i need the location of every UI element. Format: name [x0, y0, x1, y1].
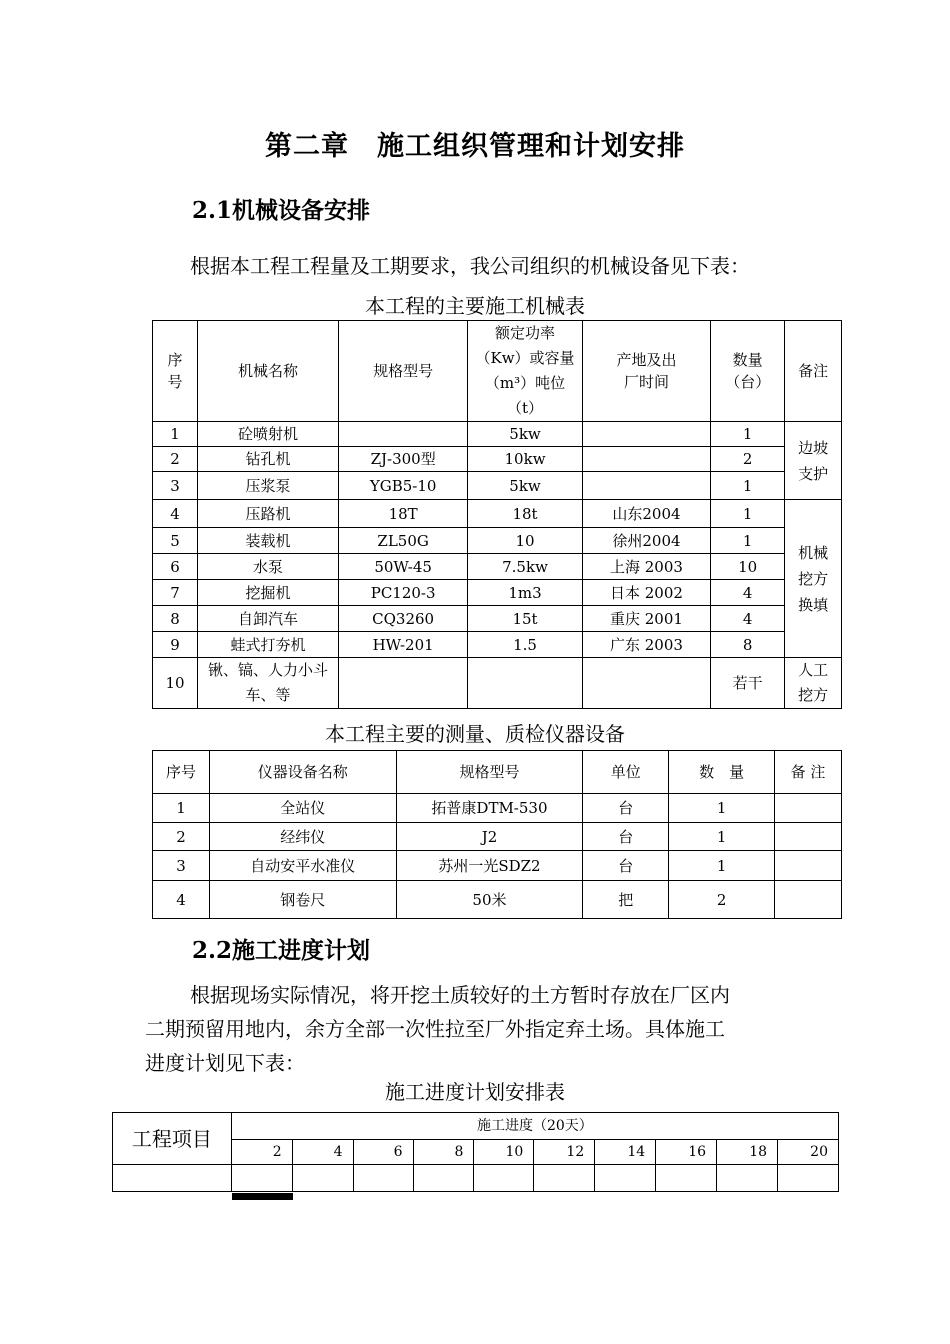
- table-cell: 徐州2004: [582, 528, 710, 554]
- table-cell: 5: [153, 528, 198, 554]
- day-cell: 20: [778, 1140, 839, 1165]
- table-cell: 上海 2003: [582, 554, 710, 580]
- table-cell: [775, 851, 842, 881]
- machine-table-caption: 本工程的主要施工机械表: [365, 294, 585, 318]
- table-row: [153, 606, 842, 632]
- header-cell: 规格型号: [396, 751, 583, 794]
- header-cell: 备 注: [775, 751, 842, 794]
- table-cell: 锹、镐、人力小斗车、等: [197, 658, 338, 709]
- section-title-machinery: 2.1机械设备安排: [192, 197, 371, 224]
- table-cell: 装载机: [197, 528, 338, 554]
- table-cell: 挖掘机: [197, 580, 338, 606]
- table-row: [153, 580, 842, 606]
- table-cell: [717, 1165, 778, 1192]
- table-row: [153, 658, 842, 709]
- table-cell: 把: [583, 881, 669, 919]
- table-cell: 压浆泵: [197, 472, 338, 500]
- day-cell: 16: [656, 1140, 717, 1165]
- day-cell: 2: [231, 1140, 292, 1165]
- table-cell: 全站仪: [209, 794, 396, 823]
- table-cell: 4: [711, 580, 785, 606]
- table-cell: [775, 881, 842, 919]
- table-cell: 经纬仪: [209, 823, 396, 851]
- table-cell: 9: [153, 632, 198, 658]
- table-cell: 4: [153, 500, 198, 528]
- table-cell: 1: [669, 823, 775, 851]
- table-cell: 台: [583, 823, 669, 851]
- table-cell: 日本 2002: [582, 580, 710, 606]
- table-cell: 水泵: [197, 554, 338, 580]
- table-cell: 蛙式打夯机: [197, 632, 338, 658]
- table-cell: [656, 1165, 717, 1192]
- table-cell: 50W-45: [339, 554, 468, 580]
- table-cell: [113, 1165, 232, 1192]
- table-cell: [413, 1165, 474, 1192]
- table-cell: PC120-3: [339, 580, 468, 606]
- table-cell: 5kw: [468, 422, 582, 447]
- table-cell: 若干: [711, 658, 785, 709]
- table-cell: [468, 658, 582, 709]
- table-cell: 5kw: [468, 472, 582, 500]
- table-cell: 3: [153, 472, 198, 500]
- table-cell: 2: [153, 823, 210, 851]
- remark-cell: 机械挖方换填: [785, 500, 842, 658]
- table-cell: 1: [153, 422, 198, 447]
- instrument-table-header-row: [153, 751, 842, 794]
- chapter-title: 第二章 施工组织管理和计划安排: [265, 131, 685, 162]
- table-cell: YGB5-10: [339, 472, 468, 500]
- table-cell: 钢卷尺: [209, 881, 396, 919]
- header-cell: 序号: [153, 751, 210, 794]
- table-row: [153, 500, 842, 528]
- day-cell: 14: [595, 1140, 656, 1165]
- machinery-intro: 根据本工程工程量及工期要求，我公司组织的机械设备见下表：: [190, 254, 750, 278]
- table-cell: [292, 1165, 353, 1192]
- header-cell: 机械名称: [197, 321, 338, 422]
- table-cell: CQ3260: [339, 606, 468, 632]
- table-cell: [339, 422, 468, 447]
- table-cell: 2: [711, 447, 785, 472]
- header-cell: 数 量: [669, 751, 775, 794]
- table-cell: 砼喷射机: [197, 422, 338, 447]
- table-cell: [474, 1165, 534, 1192]
- table-cell: 1m3: [468, 580, 582, 606]
- remark-cell: 边坡支护: [785, 422, 842, 500]
- table-cell: 8: [711, 632, 785, 658]
- schedule-row: [113, 1165, 839, 1192]
- table-cell: [582, 472, 710, 500]
- progress-header: 施工进度（20天）: [231, 1113, 838, 1140]
- table-cell: 10: [153, 658, 198, 709]
- schedule-paragraph-line-3: 进度计划见下表：: [145, 1051, 305, 1075]
- table-cell: 18T: [339, 500, 468, 528]
- day-cell: 12: [534, 1140, 595, 1165]
- table-cell: 2: [669, 881, 775, 919]
- day-cell: 10: [474, 1140, 534, 1165]
- table-cell: J2: [396, 823, 583, 851]
- table-cell: 拓普康DTM-530: [396, 794, 583, 823]
- header-cell: 序号: [153, 321, 198, 422]
- table-cell: 7.5kw: [468, 554, 582, 580]
- table-cell: 山东2004: [582, 500, 710, 528]
- schedule-table-caption: 施工进度计划安排表: [385, 1080, 565, 1104]
- table-cell: [582, 422, 710, 447]
- table-cell: 10: [711, 554, 785, 580]
- table-cell: [775, 823, 842, 851]
- schedule-paragraph-line-1: 根据现场实际情况，将开挖土质较好的土方暂时存放在厂区内: [190, 983, 730, 1007]
- table-cell: 4: [153, 881, 210, 919]
- machine-table-header-row: [153, 321, 842, 422]
- table-row: [153, 823, 842, 851]
- table-cell: 自卸汽车: [197, 606, 338, 632]
- table-cell: 10: [468, 528, 582, 554]
- table-cell: [778, 1165, 839, 1192]
- header-cell: 额定功率（Kw）或容量（m³）吨位（t）: [468, 321, 582, 422]
- instrument-table-caption: 本工程主要的测量、质检仪器设备: [325, 722, 625, 746]
- section-title-schedule: 2.2施工进度计划: [192, 937, 371, 964]
- day-cell: 6: [353, 1140, 413, 1165]
- header-cell: 仪器设备名称: [209, 751, 396, 794]
- table-cell: ZJ-300型: [339, 447, 468, 472]
- day-cell: 4: [292, 1140, 353, 1165]
- table-cell: 2: [153, 447, 198, 472]
- table-row: [153, 554, 842, 580]
- schedule-table: [112, 1112, 839, 1192]
- table-cell: 1: [669, 851, 775, 881]
- table-cell: 台: [583, 851, 669, 881]
- table-cell: 压路机: [197, 500, 338, 528]
- table-row: [153, 632, 842, 658]
- table-row: [153, 881, 842, 919]
- table-cell: 8: [153, 606, 198, 632]
- header-cell: 备注: [785, 321, 842, 422]
- table-row: [153, 794, 842, 823]
- schedule-paragraph-line-2: 二期预留用地内，余方全部一次性拉至厂外指定弃土场。具体施工: [145, 1017, 725, 1041]
- table-cell: 钻孔机: [197, 447, 338, 472]
- machine-table: [152, 320, 842, 709]
- schedule-header-row: [113, 1113, 839, 1140]
- table-cell: 4: [711, 606, 785, 632]
- table-cell: 1: [711, 500, 785, 528]
- table-row: [153, 422, 842, 447]
- table-cell: 18t: [468, 500, 582, 528]
- table-cell: 广东 2003: [582, 632, 710, 658]
- table-row: [153, 447, 842, 472]
- table-row: [153, 851, 842, 881]
- table-cell: 15t: [468, 606, 582, 632]
- instrument-table: [152, 750, 842, 919]
- remark-cell: 人工挖方: [785, 658, 842, 709]
- day-cell: 18: [717, 1140, 778, 1165]
- table-cell: 6: [153, 554, 198, 580]
- project-header: 工程项目: [113, 1113, 232, 1165]
- table-cell: 1.5: [468, 632, 582, 658]
- schedule-progress-bar: [232, 1193, 293, 1200]
- table-cell: [534, 1165, 595, 1192]
- table-cell: [582, 447, 710, 472]
- table-cell: HW-201: [339, 632, 468, 658]
- table-cell: [339, 658, 468, 709]
- table-cell: ZL50G: [339, 528, 468, 554]
- table-cell: [353, 1165, 413, 1192]
- table-cell: 1: [153, 794, 210, 823]
- day-cell: 8: [413, 1140, 474, 1165]
- header-cell: 数量（台）: [711, 321, 785, 422]
- table-cell: 10kw: [468, 447, 582, 472]
- table-cell: 台: [583, 794, 669, 823]
- table-cell: [582, 658, 710, 709]
- header-cell: 单位: [583, 751, 669, 794]
- table-cell: 1: [711, 422, 785, 447]
- table-cell: 自动安平水准仪: [209, 851, 396, 881]
- table-cell: 3: [153, 851, 210, 881]
- table-row: [153, 472, 842, 500]
- table-cell: 1: [669, 794, 775, 823]
- table-cell: 苏州一光SDZ2: [396, 851, 583, 881]
- table-cell: [595, 1165, 656, 1192]
- table-row: [153, 528, 842, 554]
- table-cell: 1: [711, 472, 785, 500]
- table-cell: 7: [153, 580, 198, 606]
- table-cell: 重庆 2001: [582, 606, 710, 632]
- table-cell: [231, 1165, 292, 1192]
- header-cell: 规格型号: [339, 321, 468, 422]
- table-cell: [775, 794, 842, 823]
- table-cell: 1: [711, 528, 785, 554]
- table-cell: 50米: [396, 881, 583, 919]
- header-cell: 产地及出厂时间: [582, 321, 710, 422]
